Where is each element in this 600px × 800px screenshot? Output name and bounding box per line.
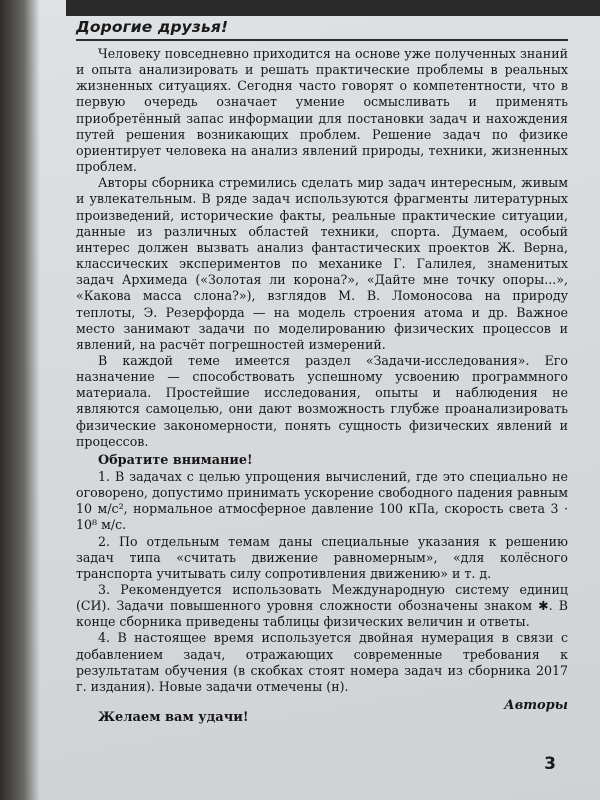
heading-rule [76, 39, 568, 41]
page-header-bar [66, 0, 600, 16]
page-heading: Дорогие друзья! [76, 18, 229, 36]
attention-heading: Обратите внимание! [98, 452, 253, 468]
paragraph-intro: Человеку повседневно приходится на основе уже полученных знаний и опыта анализировать и решать практические проблемы в реальных жизненных ситуациях. Сегодня часто говорят о компетентности, что в первую очередь означает умение осмысливать и применять приобретённый запас информации для постановки задач и нахождения путей решения возникающих проблем. Решение задач по физике ориентирует человека на анализ явлений природы, техники, жизненных проблем. [76, 46, 568, 175]
paragraph-authors: Авторы сборника стремились сделать мир задач интересным, живым и увлекательным. В ряде задач используются фрагменты литературных произведений, исторические факты, реальные практические ситуации, данные из различных областей техники, спорта. Думаем, особый интерес должен вызвать анализ фантастических проектов Ж. Верна, классических экспериментов по механике Г. Галилея, знаменитых задач Архимеда («Золотая ли корона?», «Дайте мне точку опоры...», «Какова масса слона?»), взглядов М. В. Ломоносова на природу теплоты, Э. Резерфорда — на модель строения атома и др. Важное место занимают задачи по моделированию физических процессов и явлений, на расчёт погрешностей измерений. [76, 175, 568, 352]
note-1: 1. В задачах с целью упрощения вычислений, где это специально не оговорено, допустимо принимать ускорение свободного падения равным 10 м/с², нормальное атмосферное давление 100 кПа, скорость света 3 · 10⁸ м/с. [76, 468, 568, 533]
page-body [76, 46, 568, 726]
page-gutter-shadow [0, 0, 40, 800]
signature: Авторы [504, 698, 568, 714]
note-2: 2. По отдельным темам даны специальные указания к решению задач типа «считать движение равномерным», «для колёсного транспорта учитывать силу сопротивления движению» и т. д. [76, 533, 568, 581]
paragraph-research: В каждой теме имеется раздел «Задачи-исследования». Его назначение — способствовать успешному усвоению программного материала. Простейшие исследования, опыты и наблюдения не являются самоцелью, они дают возможность глубже проанализировать физические закономерности, понять сущность физических явлений и процессов. [76, 352, 568, 449]
page-number: 3 [544, 754, 556, 774]
note-4: 4. В настоящее время используется двойная нумерация в связи с добавлением задач, отражающих современные требования к результатам обучения (в скобках стоят номера задач из сборника 2017 г. издания). Новые задачи отмечены (н). [76, 630, 568, 694]
closing-wish: Желаем вам удачи! [98, 710, 249, 726]
note-3: 3. Рекомендуется использовать Международную систему единиц (СИ). Задачи повышенного уровня сложности обозначены знаком ✱. В конце сборника приведены таблицы физических величин и ответы. [76, 582, 568, 630]
